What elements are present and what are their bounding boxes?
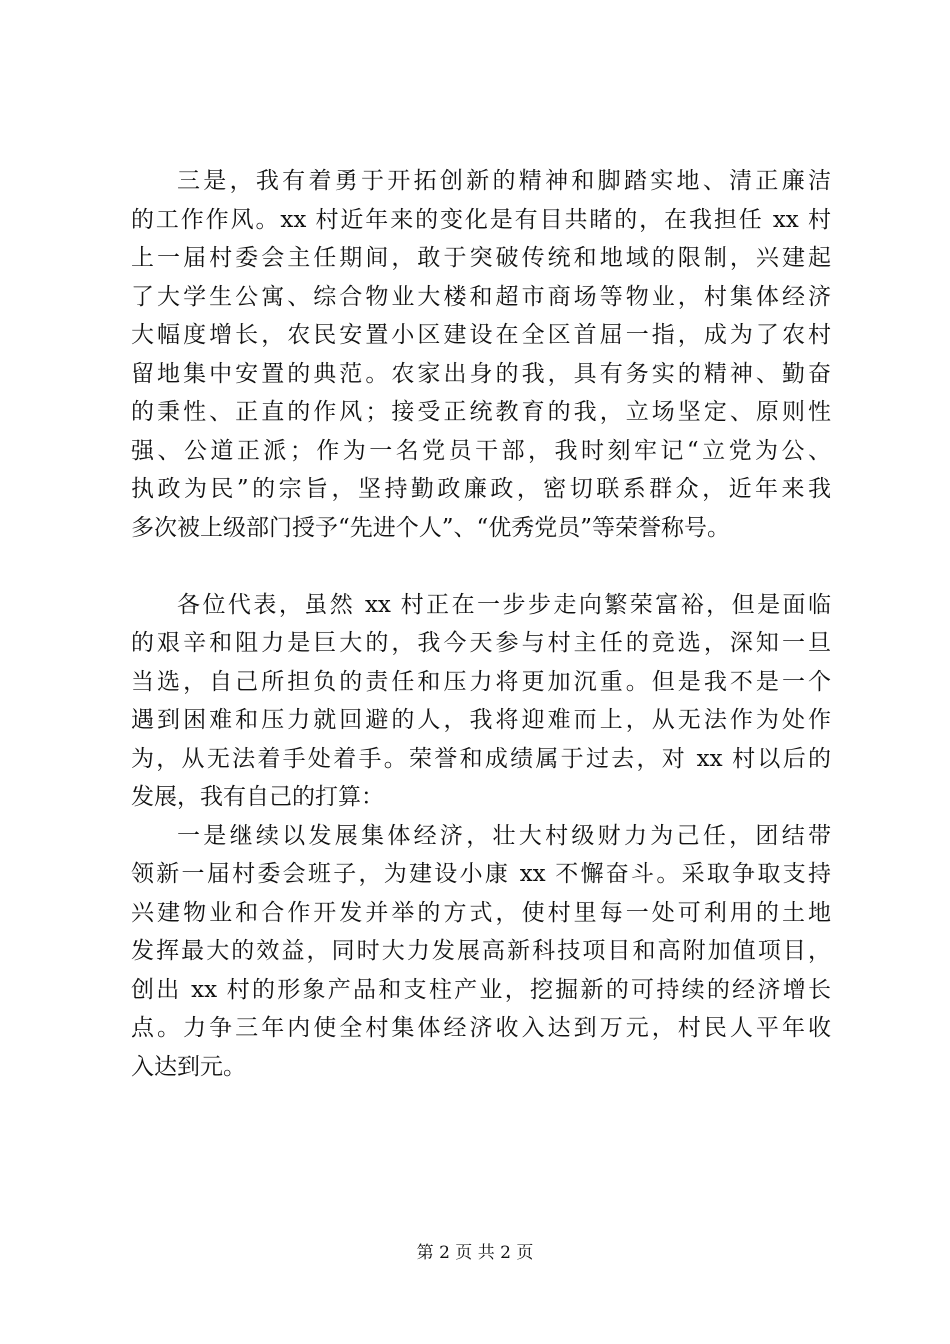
text-line: 强、公道正派；作为一名党员干部，我时刻牢记“立党为公、 <box>131 437 831 464</box>
text-line: 创出 xx 村的形象产品和支柱产业，挖掘新的可持续的经济增长 <box>131 976 831 1003</box>
text-line: 各位代表，虽然 xx 村正在一步步走向繁荣富裕，但是面临 <box>177 591 831 618</box>
text-line: 多次被上级部门授予“先进个人”、“优秀党员”等荣誉称号。 <box>131 514 731 541</box>
text-line: 上一届村委会主任期间，敢于突破传统和地域的限制，兴建起 <box>131 245 831 271</box>
text-line: 一是继续以发展集体经济，壮大村级财力为己任，团结带 <box>177 822 831 849</box>
text-line: 的工作作风。xx 村近年来的变化是有目共睹的，在我担任 xx 村 <box>131 206 831 233</box>
page-number-footer: 第 2 页 共 2 页 <box>416 1243 534 1263</box>
text-line: 大幅度增长，农民安置小区建设在全区首屈一指，成为了农村 <box>131 322 831 348</box>
text-line: 当选，自己所担负的责任和压力将更加沉重。但是我不是一个 <box>131 668 831 695</box>
text-line: 遇到困难和压力就回避的人，我将迎难而上，从无法作为处作 <box>131 707 831 733</box>
text-line: 发展，我有自己的打算： <box>131 784 384 810</box>
text-line: 领新一届村委会班子，为建设小康 xx 不懈奋斗。采取争取支持 <box>131 861 831 887</box>
paragraph-1 <box>131 162 831 547</box>
text-line: 点。力争三年内使全村集体经济收入达到万元，村民人平年收 <box>131 1015 831 1041</box>
text-line: 了大学生公寓、综合物业大楼和超市商场等物业，村集体经济 <box>131 283 831 310</box>
text-line: 兴建物业和合作开发并举的方式，使村里每一处可利用的土地 <box>131 899 831 926</box>
paragraph-3 <box>131 817 831 1087</box>
text-line: 入达到元。 <box>131 1053 246 1080</box>
text-line: 的艰辛和阻力是巨大的，我今天参与村主任的竞选，深知一旦 <box>131 630 831 656</box>
text-line: 发挥最大的效益，同时大力发展高新科技项目和高附加值项目， <box>131 938 831 964</box>
text-line: 三是，我有着勇于开拓创新的精神和脚踏实地、清正廉洁 <box>177 168 831 194</box>
text-line: 留地集中安置的典范。农家出身的我，具有务实的精神、勤奋 <box>131 360 831 387</box>
paragraph-2 <box>131 586 831 817</box>
text-line: 执政为民”的宗旨，坚持勤政廉政，密切联系群众，近年来我 <box>131 476 831 502</box>
paragraph-spacer <box>131 547 831 586</box>
text-line: 为，从无法着手处着手。荣誉和成绩属于过去，对 xx 村以后的 <box>131 745 831 772</box>
text-line: 的秉性、正直的作风；接受正统教育的我，立场坚定、原则性 <box>131 399 831 425</box>
document-body <box>131 162 831 1086</box>
